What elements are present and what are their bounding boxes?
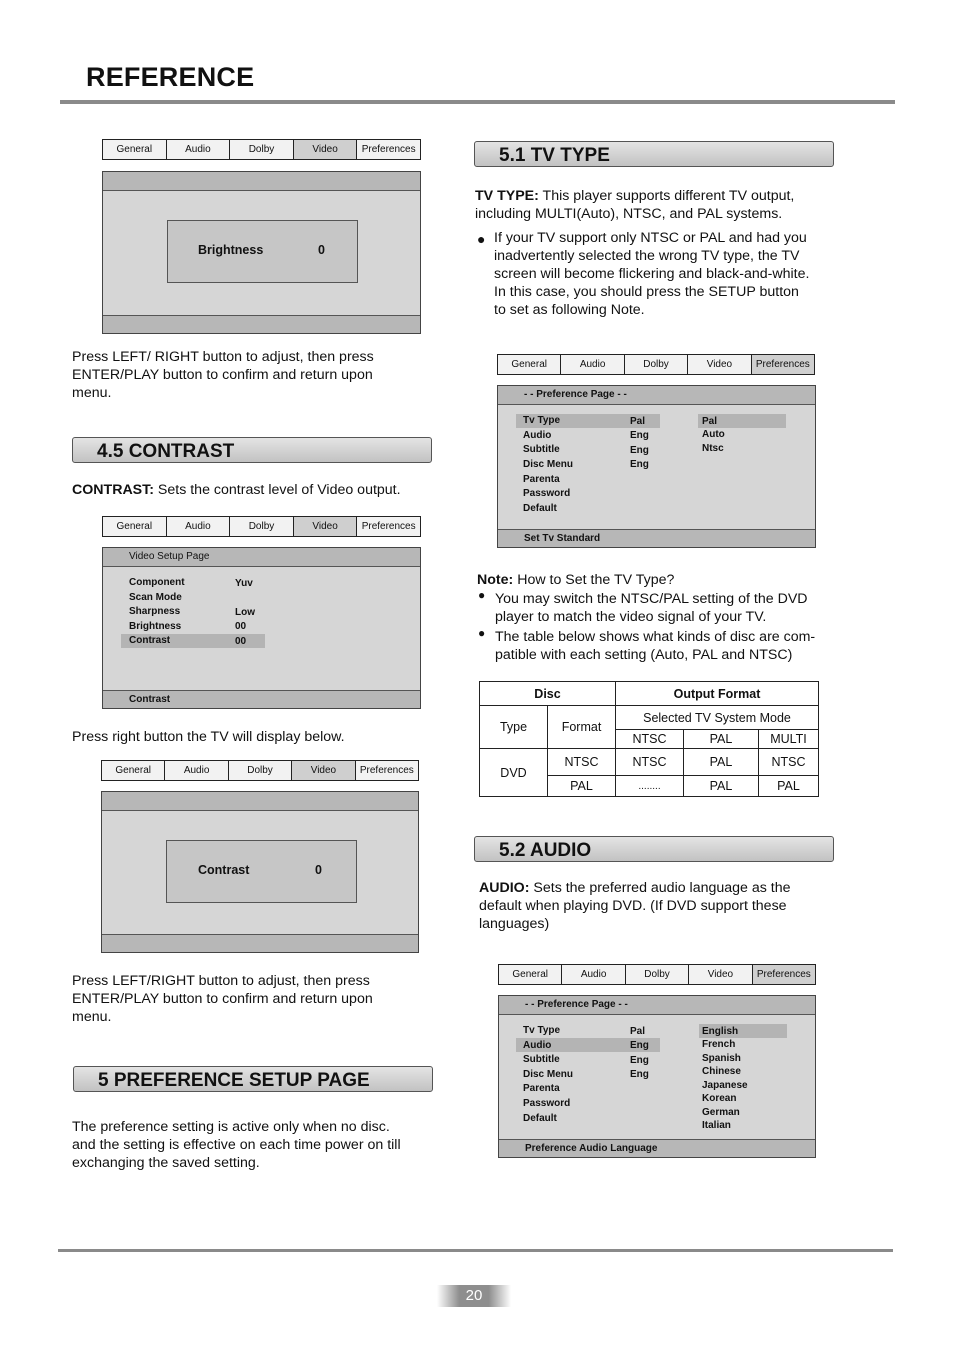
tab-audio[interactable]: Audio [562, 965, 625, 984]
table-cell-ntsc-multi: NTSC [759, 749, 819, 776]
setup-tabs [101, 760, 419, 781]
tab-general[interactable]: General [498, 355, 561, 374]
menu-value-audio: Eng [630, 1040, 649, 1051]
option-pal[interactable]: Pal [702, 416, 718, 427]
tab-video[interactable]: Video [294, 517, 358, 536]
screen-header-bar [103, 548, 420, 567]
menu-item-subtitle[interactable]: Subtitle [523, 1054, 560, 1065]
menu-item-default[interactable]: Default [523, 1113, 557, 1124]
screen-footer-bar [103, 690, 420, 708]
table-cell-selected-mode: Selected TV System Mode [616, 706, 819, 730]
brightness-label: Brightness [198, 243, 264, 257]
setup-tabs [498, 964, 816, 985]
table-cell-mode-multi: MULTI [759, 730, 819, 749]
contrast-section-title: 4.5 CONTRAST [97, 441, 235, 462]
bullet-dot: ● [478, 626, 486, 640]
table-cell-type: Type [480, 706, 548, 749]
page-number: 20 [437, 1285, 511, 1307]
option-german[interactable]: German [702, 1107, 740, 1118]
tab-video[interactable]: Video [294, 140, 358, 159]
tab-audio[interactable]: Audio [167, 140, 231, 159]
preference-section-title: 5 PREFERENCE SETUP PAGE [98, 1070, 370, 1091]
menu-item-subtitle[interactable]: Subtitle [523, 444, 560, 455]
menu-value-component: Yuv [235, 578, 253, 589]
note-bullet-1: You may switch the NTSC/PAL setting of the DVD player to match the video signal of your TV. [495, 591, 808, 625]
menu-item-brightness[interactable]: Brightness [129, 621, 182, 632]
disc-compatibility-table [479, 681, 819, 797]
footer-rule [58, 1249, 893, 1252]
menu-item-tv-type[interactable]: Tv Type [523, 415, 561, 426]
option-english[interactable]: English [702, 1026, 739, 1037]
menu-value-brightness: 00 [235, 621, 247, 632]
option-spanish[interactable]: Spanish [702, 1053, 741, 1064]
table-cell-pal-ntsc: ........ [616, 776, 684, 797]
table-header-output-format: Output Format [616, 682, 819, 706]
menu-value-subtitle: Eng [630, 445, 649, 456]
tab-general[interactable]: General [103, 140, 167, 159]
tv-type-bullet: If your TV support only NTSC or PAL and had you inadvertently selected the wrong TV type, the TV screen will become flickering and black-and-white. In this case, you should press the SETUP button to set as following Note. [494, 230, 810, 318]
screen-footer-bar [499, 1139, 815, 1157]
brightness-adjust-box[interactable] [167, 220, 358, 283]
page-title: REFERENCE [86, 62, 255, 92]
tab-preferences[interactable]: Preferences [361, 144, 416, 155]
table-cell-ntsc-ntsc: NTSC [616, 749, 684, 776]
menu-item-password[interactable]: Password [523, 488, 571, 499]
menu-item-disc-menu[interactable]: Disc Menu [523, 459, 574, 470]
menu-value-sharpness: Low [235, 607, 255, 618]
menu-value-disc-menu: Eng [630, 459, 649, 470]
bullet-dot: ● [477, 231, 486, 247]
preference-description: The preference setting is active only when no disc. and the setting is effective on each time power on till exchanging the saved setting. [72, 1119, 401, 1171]
contrast-intro: CONTRAST: Sets the contrast level of Video output. [72, 482, 401, 498]
tv-type-intro: TV TYPE: This player supports different TV output, including MULTI(Auto), NTSC, and PAL systems. [475, 188, 795, 222]
table-cell-pal-multi: PAL [759, 776, 819, 797]
table-cell-pal-format: PAL [548, 776, 616, 797]
contrast-instructions: Press LEFT/RIGHT button to adjust, then press ENTER/PLAY button to confirm and return upon menu. [72, 973, 373, 1025]
menu-item-disc-menu[interactable]: Disc Menu [523, 1069, 574, 1080]
brightness-screen [102, 171, 421, 334]
menu-item-tv-type[interactable]: Tv Type [523, 1025, 561, 1036]
tab-video[interactable]: Video [689, 965, 752, 984]
table-cell-mode-pal: PAL [684, 730, 759, 749]
brightness-instructions: Press LEFT/ RIGHT button to adjust, then press ENTER/PLAY button to confirm and return upon menu. [72, 349, 374, 401]
menu-value-contrast: 00 [235, 636, 247, 647]
option-korean[interactable]: Korean [702, 1093, 737, 1104]
audio-section-title: 5.2 AUDIO [499, 840, 592, 861]
contrast-section-header [72, 437, 432, 463]
tab-dolby[interactable]: Dolby [230, 517, 294, 536]
preference-screen-audio [498, 995, 816, 1158]
tab-preferences[interactable]: Preferences [359, 765, 414, 776]
table-cell-ntsc-pal: PAL [684, 749, 759, 776]
menu-item-audio[interactable]: Audio [523, 1040, 552, 1051]
tab-dolby[interactable]: Dolby [625, 355, 688, 374]
tab-general[interactable]: General [103, 517, 167, 536]
contrast-screen [101, 791, 419, 953]
table-cell-pal-pal: PAL [684, 776, 759, 797]
menu-item-sharpness[interactable]: Sharpness [129, 606, 181, 617]
table-cell-dvd: DVD [480, 749, 548, 797]
option-japanese[interactable]: Japanese [702, 1080, 748, 1091]
audio-intro: AUDIO: Sets the preferred audio language as the default when playing DVD. (If DVD support these languages) [479, 880, 791, 932]
table-header-disc: Disc [480, 682, 616, 706]
screen-header-bar [102, 792, 418, 811]
screen-footer-bar [102, 934, 418, 952]
tab-audio[interactable]: Audio [165, 761, 228, 780]
tab-general[interactable]: General [102, 761, 165, 780]
tab-general[interactable]: General [499, 965, 562, 984]
tv-type-section-title: 5.1 TV TYPE [499, 145, 610, 166]
note-heading: Note: How to Set the TV Type? [477, 572, 675, 588]
setup-tabs [102, 139, 421, 160]
preference-footer: Preference Audio Language [525, 1143, 658, 1154]
screen-header-bar [103, 172, 420, 191]
tab-audio[interactable]: Audio [561, 355, 624, 374]
tab-dolby[interactable]: Dolby [626, 965, 689, 984]
note-bullet-2: The table below shows what kinds of disc are com- patible with each setting (Auto, PAL and NTSC) [495, 629, 816, 663]
contrast-value: 0 [315, 863, 322, 877]
menu-item-parental[interactable]: Parenta [523, 474, 560, 485]
menu-item-password[interactable]: Password [523, 1098, 571, 1109]
screen-footer-bar [498, 529, 815, 547]
menu-item-scan-mode[interactable]: Scan Mode [129, 592, 182, 603]
setup-tabs [102, 516, 421, 537]
tv-type-section-header [474, 141, 834, 167]
menu-item-audio[interactable]: Audio [523, 430, 552, 441]
tab-preferences[interactable]: Preferences [361, 521, 416, 532]
tab-dolby[interactable]: Dolby [229, 761, 292, 780]
preference-footer: Set Tv Standard [524, 533, 601, 544]
setup-tabs [497, 354, 815, 375]
menu-item-component[interactable]: Component [129, 577, 185, 588]
tab-preferences[interactable]: Preferences [752, 355, 814, 374]
menu-value-subtitle: Eng [630, 1055, 649, 1066]
menu-value-audio: Eng [630, 430, 649, 441]
video-setup-footer: Contrast [129, 694, 171, 705]
option-auto[interactable]: Auto [702, 429, 725, 440]
preference-page-header: - - Preference Page - - [525, 999, 628, 1010]
tab-video[interactable]: Video [688, 355, 751, 374]
header-rule [60, 100, 895, 104]
table-cell-mode-ntsc: NTSC [616, 730, 684, 749]
brightness-value: 0 [318, 243, 325, 257]
tab-dolby[interactable]: Dolby [230, 140, 294, 159]
option-ntsc[interactable]: Ntsc [702, 443, 724, 454]
preference-screen-tv-type [497, 385, 816, 548]
menu-value-disc-menu: Eng [630, 1069, 649, 1080]
menu-item-default[interactable]: Default [523, 503, 557, 514]
bullet-dot: ● [478, 588, 486, 602]
menu-item-contrast[interactable]: Contrast [129, 635, 171, 646]
preference-page-header: - - Preference Page - - [524, 389, 627, 400]
screen-header-bar [498, 386, 815, 405]
video-setup-header: Video Setup Page [129, 551, 210, 562]
screen-footer-bar [103, 315, 420, 333]
tab-video[interactable]: Video [292, 761, 355, 780]
contrast-adjust-box[interactable] [166, 840, 357, 903]
option-chinese[interactable]: Chinese [702, 1066, 741, 1077]
table-cell-format: Format [548, 706, 616, 749]
tab-audio[interactable]: Audio [167, 517, 231, 536]
press-right-text: Press right button the TV will display below. [72, 729, 345, 745]
audio-section-header [474, 836, 834, 862]
tab-preferences[interactable]: Preferences [753, 965, 815, 984]
option-italian[interactable]: Italian [702, 1120, 731, 1131]
menu-value-tv-type: Pal [630, 1026, 646, 1037]
screen-header-bar [499, 996, 815, 1015]
preference-section-header [73, 1066, 433, 1092]
menu-value-tv-type: Pal [630, 416, 646, 427]
table-cell-ntsc-format: NTSC [548, 749, 616, 776]
menu-item-parental[interactable]: Parenta [523, 1083, 560, 1094]
option-french[interactable]: French [702, 1039, 736, 1050]
contrast-label: Contrast [198, 863, 250, 877]
video-setup-screen [102, 547, 421, 709]
